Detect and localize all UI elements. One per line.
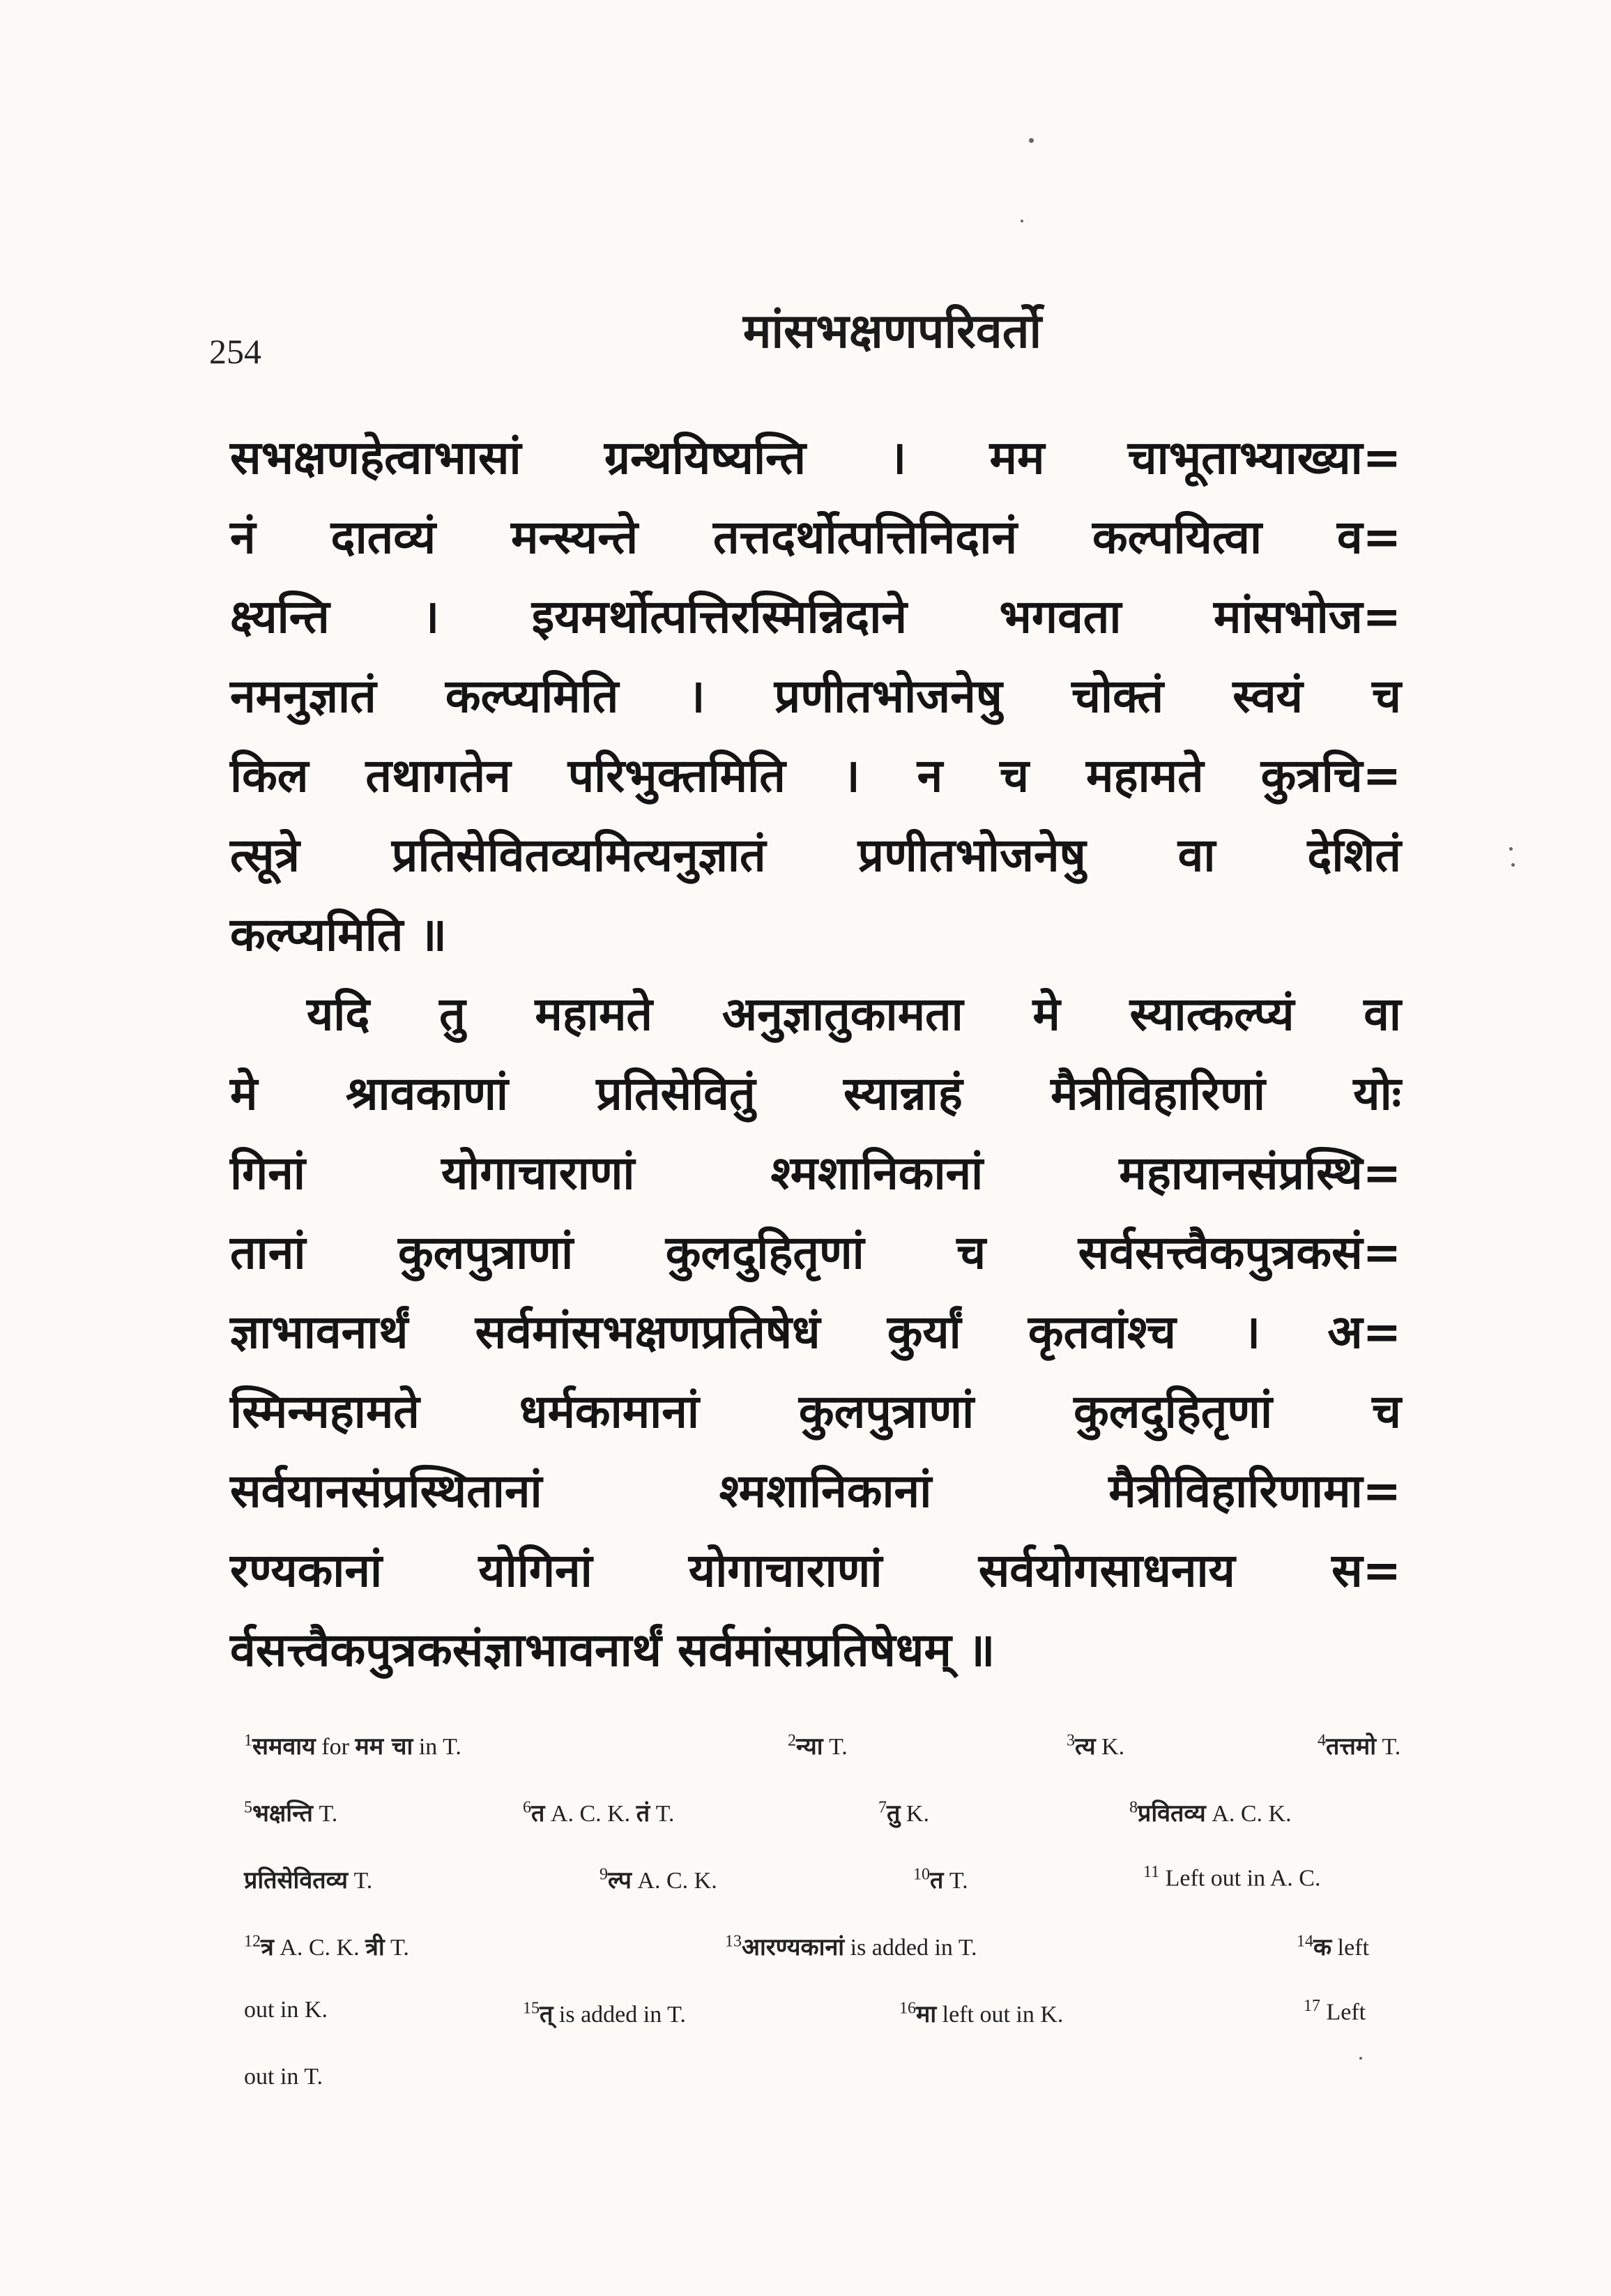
footnote [1318,1729,1400,1761]
text-line: त्सूत्रे प्रतिसेवितव्यमित्यनुज्ञातं प्रणीतभोजनेषु वा देशितं [230,828,1401,882]
footnote [1304,1997,1366,2025]
footnote-text: for [315,1734,356,1760]
footnote-text: A. C. K. [273,1935,366,1961]
footnote-text: is added in T. [844,1935,977,1961]
footnote-variant: तं [636,1800,650,1827]
footnote-variant: त् [540,2000,553,2028]
footnote-text: out in K. [244,1997,328,2023]
footnote-row [244,1923,1401,1990]
paragraph-start-line: यदि तु महामते अनुज्ञातुकामता मे स्यात्कल्प्यं वा [307,987,1401,1041]
text-line: स्मिन्महामते धर्मकामानां कुलपुत्राणां कुलदुहितृणां च [230,1385,1401,1438]
text-line: गिनां योगाचाराणां श्मशानिकानां महायानसंप्रस्थि= [230,1146,1401,1200]
footnote [899,1997,1063,2029]
footnote-number: 10 [913,1865,930,1884]
footnote-text: A. C. K. [631,1868,717,1894]
footnote-row [244,2057,1401,2124]
footnote-variant: मा [916,2000,937,2028]
footnote-text: K. [1095,1734,1125,1760]
footnote-text: in T. [413,1734,461,1760]
text-line: क्ष्यन्ति । इयमर्थोत्पत्तिरस्मिन्निदाने भगवता मांसभोज= [230,590,1401,644]
footnote-text: is added in T. [553,2002,686,2028]
footnote [244,1997,328,2023]
text-line: नमनुज्ञातं कल्प्यमिति । प्रणीतभोजनेषु चोक्तं स्वयं च [230,669,1401,723]
footnote-number: 1 [244,1731,252,1750]
footnote-variant: ल्प [608,1867,632,1894]
footnote-number: 17 [1304,1997,1320,2015]
footnote-variant: न्या [796,1733,823,1761]
main-text-block [230,418,1401,1690]
text-line: तानां कुलपुत्राणां कुलदुहितृणां च सर्वसत्त्वैकपुत्रकसं= [230,1226,1401,1279]
text-line: रण्यकानां योगिनां योगाचाराणां सर्वयोगसाधनाय स= [230,1544,1401,1597]
text-line: नं दातव्यं मन्स्यन्ते तत्तदर्थोत्पत्तिनिदानं कल्पयित्वा व= [230,510,1401,564]
footnote-number: 6 [523,1798,531,1817]
footnote-text: T. [347,1868,373,1894]
footnote-number: 12 [244,1932,261,1951]
footnote [600,1863,717,1895]
footnote-text: left out in K. [936,2002,1064,2028]
text-line: सभक्षणहेत्वाभासां ग्रन्थयिष्यन्ति । मम चाभूताभ्याख्या= [230,431,1401,485]
footnote-variant: मम चा [355,1733,413,1761]
footnote-text: Left out in A. C. [1159,1865,1321,1892]
footnote-number: 4 [1318,1731,1326,1750]
footnote [1129,1796,1292,1828]
footnote-variant: तत्तमो [1326,1733,1377,1761]
text-line: कल्प्यमिति ॥ [230,908,447,961]
footnote [244,1796,337,1828]
scan-speck [1021,220,1023,222]
footnote-row [244,1856,1401,1923]
footnote [523,1796,674,1828]
footnote-variant: तु [887,1800,901,1827]
footnote-number: 11 [1143,1863,1160,1881]
footnote-number: 5 [244,1798,252,1817]
footnote [523,1997,686,2029]
footnote-text: T. [312,1801,338,1827]
footnote-text: K. [900,1801,929,1827]
footnote-number: 3 [1067,1731,1075,1750]
footnote-variant: त्य [1075,1733,1096,1761]
text-line: र्वसत्त्वैकपुत्रकसंज्ञाभावनार्थं सर्वमांसप्रतिषेधम् ॥ [230,1623,995,1677]
footnote-number: 14 [1297,1932,1313,1951]
footnote-text: Left [1320,1999,1366,2025]
scan-speck [1511,863,1515,867]
footnote-variant: समवाय [252,1733,316,1761]
footnote-number: 9 [600,1865,608,1884]
text-line: सर्वयानसंप्रस्थितानां श्मशानिकानां मैत्रीविहारिणामा= [230,1464,1401,1518]
footnote-variant: प्रतिसेवितव्य [244,1867,348,1894]
footnote-number: 15 [523,1999,540,2018]
footnote-variant: आरण्यकानां [742,1933,845,1961]
scan-speck [1359,2057,1362,2060]
footnote [244,1729,461,1761]
footnote-row [244,1789,1401,1856]
footnote-number: 7 [878,1798,887,1817]
footnote-text: T. [1376,1734,1401,1760]
footnote [788,1729,848,1761]
footnote-text: T. [650,1801,675,1827]
footnote-number: 8 [1129,1798,1138,1817]
footnote-row [244,1722,1401,1789]
footnote [244,2064,323,2090]
page-header [209,296,1450,380]
footnote [725,1930,977,1962]
footnote-text: A. C. K. [1205,1801,1292,1827]
footnote-variant: त [930,1867,944,1894]
footnote [244,1930,409,1962]
footnote-text: A. C. K. [544,1801,636,1827]
page-number: 254 [209,332,261,371]
scan-speck [1029,138,1034,143]
text-line: किल तथागतेन परिभुक्तमिति । न च महामते कुत्रचि= [230,749,1401,803]
running-title: मांसभक्षणपरिवर्तो [742,304,1042,359]
footnote-number: 16 [899,1999,916,2018]
footnote-text: left [1331,1935,1369,1961]
footnote-variant: त [531,1800,545,1827]
footnote-text: T. [384,1935,409,1961]
footnote-variant: क [1313,1933,1332,1961]
footnote [878,1796,929,1828]
footnotes-block [244,1722,1401,2124]
footnote [913,1863,968,1895]
footnote [244,1863,372,1895]
scan-speck [1509,847,1513,851]
footnote [1067,1729,1124,1761]
footnote-text: T. [943,1868,968,1894]
footnote-variant: प्रवितव्य [1138,1800,1206,1827]
text-line: ज्ञाभावनार्थं सर्वमांसभक्षणप्रतिषेधं कुर्यां कृतवांश्च । अ= [230,1305,1401,1359]
footnote-number: 2 [788,1731,796,1750]
footnote-text: out in T. [244,2064,323,2090]
footnote-text: T. [823,1734,848,1760]
footnote-number: 13 [725,1932,742,1951]
footnote-variant: भक्षन्ति [252,1800,313,1827]
text-line: मे श्रावकाणां प्रतिसेवितुं स्यान्नाहं मैत्रीविहारिणां योः [230,1067,1401,1120]
footnote [1143,1863,1321,1892]
footnote-variant: त्री [365,1933,385,1961]
footnote-variant: त्र [261,1933,274,1961]
footnote [1297,1930,1369,1962]
footnote-row [244,1990,1401,2057]
